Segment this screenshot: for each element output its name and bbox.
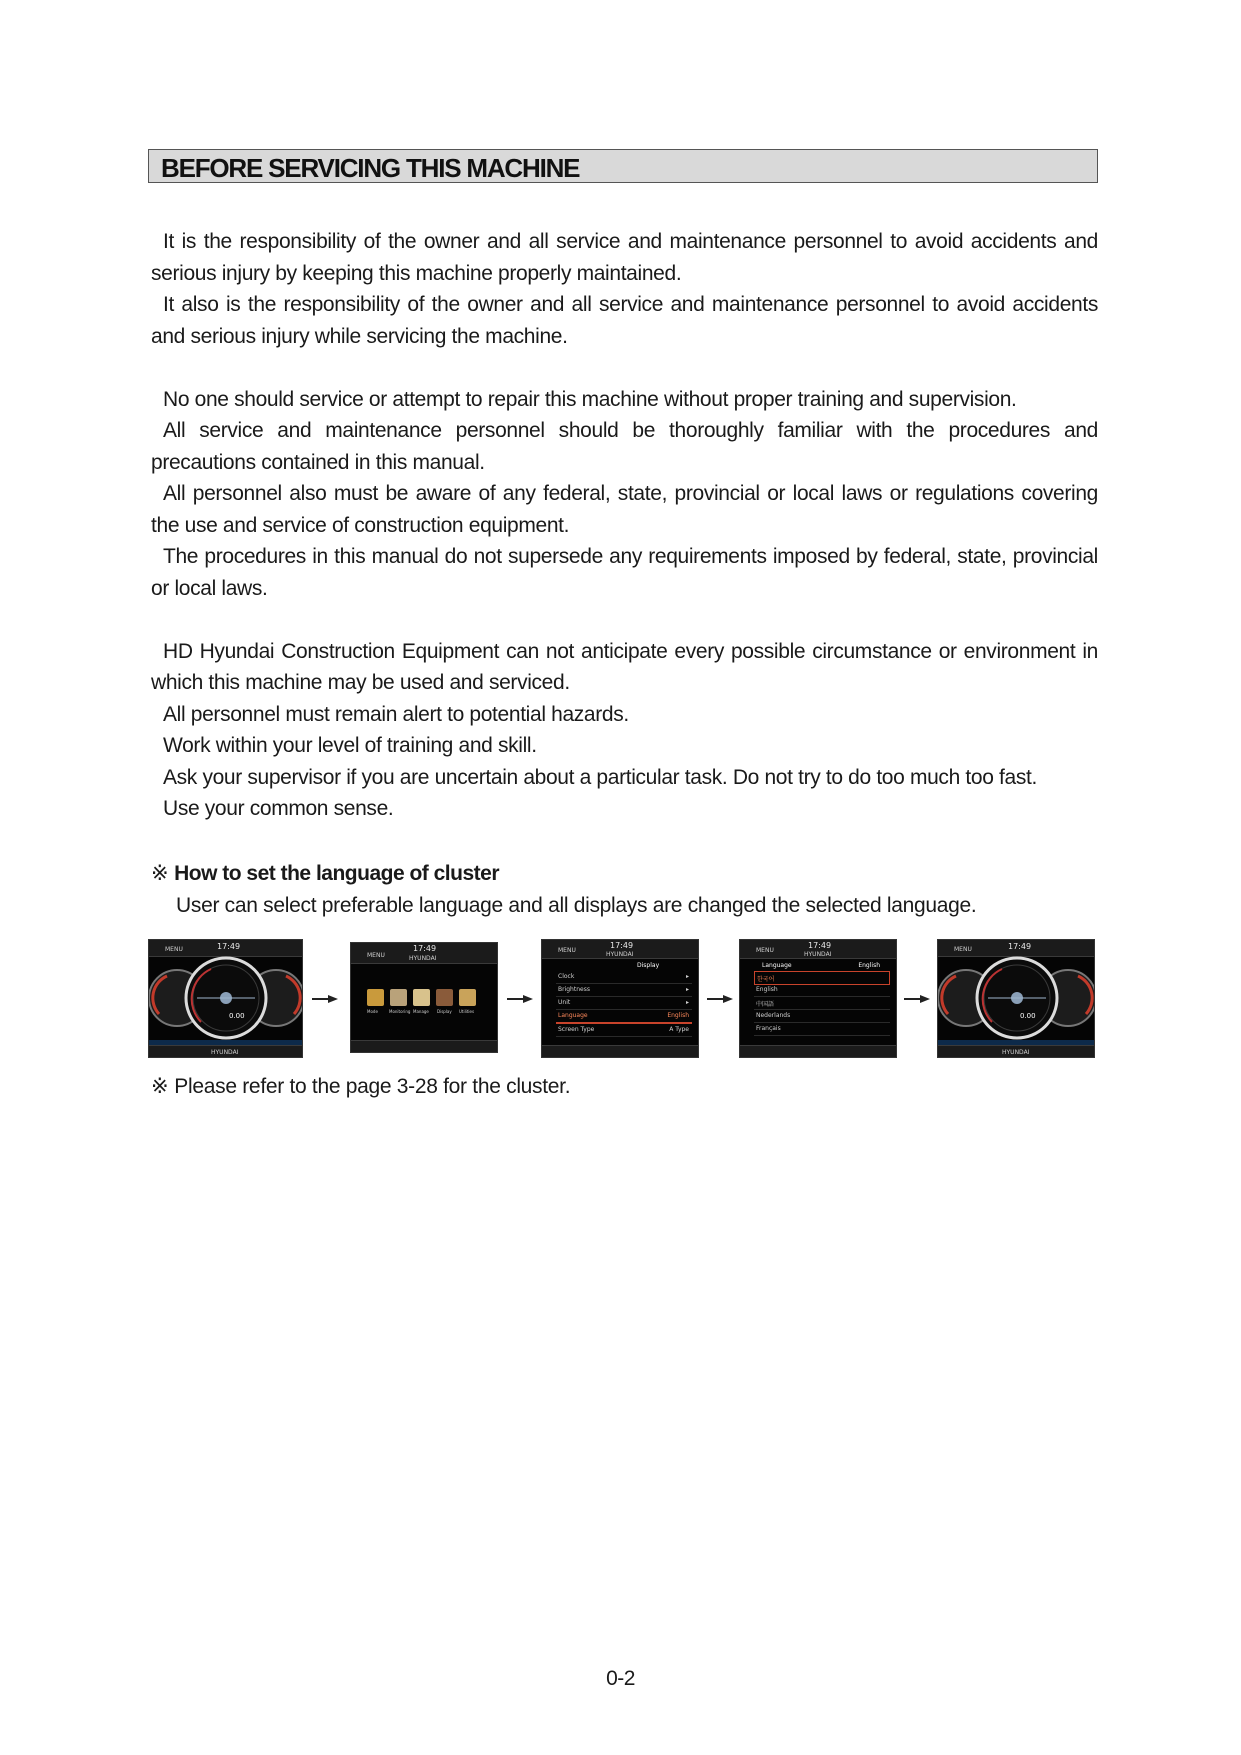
cluster-screen-display <box>541 939 699 1058</box>
page-number: 0-2 <box>606 1667 635 1690</box>
row-value: A Type <box>669 1026 689 1033</box>
gauge-reading: 0.00 <box>1020 1012 1036 1020</box>
menu-icons <box>351 943 498 1053</box>
row-value: ▸ <box>685 973 689 980</box>
language-current: English <box>858 962 880 969</box>
footnote <box>151 1071 570 1102</box>
gauge-reading: 0.00 <box>229 1012 245 1020</box>
paragraph: No one should service or attempt to repair this machine without proper training and supervision. <box>163 387 1017 411</box>
paragraph: It also is the responsibility of the owner and all service and maintenance personnel to avoid accidents and serious injury while servicing the machine. <box>151 293 1098 348</box>
note-description: User can select preferable language and all displays are changed the selected language. <box>176 894 977 917</box>
arrow-right-icon <box>312 994 338 1004</box>
display-row <box>556 971 692 984</box>
language-option: Nederlands <box>756 1012 791 1019</box>
menu-label: MENU <box>367 952 385 959</box>
menu-item-display: Display <box>437 1009 452 1014</box>
paragraph: All personnel must remain alert to potential hazards. <box>163 702 629 726</box>
row-label: Screen Type <box>558 1026 595 1033</box>
clock-readout: 17:49 <box>217 942 241 951</box>
body-text <box>151 226 1098 825</box>
paragraph: It is the responsibility of the owner and all service and maintenance personnel to avoid accidents and serious injury by keeping this machine properly maintained. <box>151 230 1098 285</box>
language-option: Français <box>756 1025 781 1032</box>
cluster-screen-home <box>148 939 303 1058</box>
language-option: English <box>756 986 778 993</box>
menu-label: MENU <box>954 946 972 953</box>
brand-label: HYUNDAI <box>804 951 832 958</box>
row-value: ▸ <box>685 999 689 1006</box>
menu-label: MENU <box>165 946 183 953</box>
language-row <box>754 997 890 1010</box>
row-label: Clock <box>558 973 575 980</box>
language-option: 中国語 <box>756 1001 775 1008</box>
brand-label: HYUNDAI <box>606 951 634 958</box>
language-option: 한국어 <box>757 976 775 983</box>
reference-mark: ※ <box>151 862 169 885</box>
arrow-right-icon <box>904 994 930 1004</box>
menu-item-monitoring: Monitoring <box>389 1009 411 1014</box>
menu-item-manage: Manage <box>413 1009 429 1014</box>
menu-label: MENU <box>756 947 774 954</box>
paragraph: All service and maintenance personnel should be thoroughly familiar with the procedures and precautions contained in this manual. <box>151 419 1098 474</box>
menu-label: MENU <box>558 947 576 954</box>
menu-item-utilities: Utilities <box>459 1009 475 1014</box>
language-row <box>754 1010 890 1023</box>
cluster-screen-language <box>739 939 897 1058</box>
note-heading <box>151 858 499 889</box>
section-header <box>148 149 1098 183</box>
display-row-selected <box>556 1010 692 1024</box>
menu-item-mode: Mode <box>367 1009 378 1014</box>
display-row <box>556 1024 692 1037</box>
footnote-text: Please refer to the page 3-28 for the cluster. <box>174 1075 571 1098</box>
brand-label: HYUNDAI <box>1002 1049 1030 1056</box>
cluster-screen-menu <box>350 942 498 1053</box>
brand-label: HYUNDAI <box>409 955 437 962</box>
paragraph: HD Hyundai Construction Equipment can not anticipate every possible circumstance or environment in which this machine may be used and serviced. <box>151 639 1098 694</box>
display-row <box>556 984 692 997</box>
row-value: English <box>667 1012 689 1019</box>
gauge-cluster-icon <box>938 940 1095 1058</box>
paragraph: Work within your level of training and skill. <box>163 734 537 757</box>
clock-readout: 17:49 <box>808 941 832 950</box>
language-title: Language <box>762 962 792 969</box>
clock-readout: 17:49 <box>610 941 634 950</box>
row-value: ▸ <box>685 986 689 993</box>
row-label: Language <box>558 1012 588 1019</box>
paragraph: The procedures in this manual do not supersede any requirements imposed by federal, state, provincial or local laws. <box>151 545 1098 600</box>
gauge-cluster-icon <box>149 940 303 1058</box>
section-title: BEFORE SERVICING THIS MACHINE <box>161 153 580 183</box>
paragraph: Use your common sense. <box>163 797 394 820</box>
note-title: How to set the language of cluster <box>174 862 499 885</box>
paragraph: Ask your supervisor if you are uncertain about a particular task. Do not try to do too much too fast. <box>163 765 1037 789</box>
brand-label: HYUNDAI <box>211 1049 239 1056</box>
reference-mark: ※ <box>151 1075 169 1098</box>
row-label: Unit <box>558 999 571 1006</box>
clock-readout: 17:49 <box>413 944 437 953</box>
clock-readout: 17:49 <box>1008 942 1032 951</box>
display-row <box>556 997 692 1010</box>
paragraph: All personnel also must be aware of any federal, state, provincial or local laws or regulations covering the use and service of construction equipment. <box>151 482 1098 537</box>
language-row <box>754 984 890 997</box>
arrow-right-icon <box>707 994 733 1004</box>
language-row <box>754 1023 890 1036</box>
row-label: Brightness <box>558 986 590 993</box>
language-option-selected <box>754 971 890 985</box>
arrow-right-icon <box>507 994 533 1004</box>
display-tab: Display <box>637 962 660 969</box>
cluster-screen-home-result <box>937 939 1095 1058</box>
